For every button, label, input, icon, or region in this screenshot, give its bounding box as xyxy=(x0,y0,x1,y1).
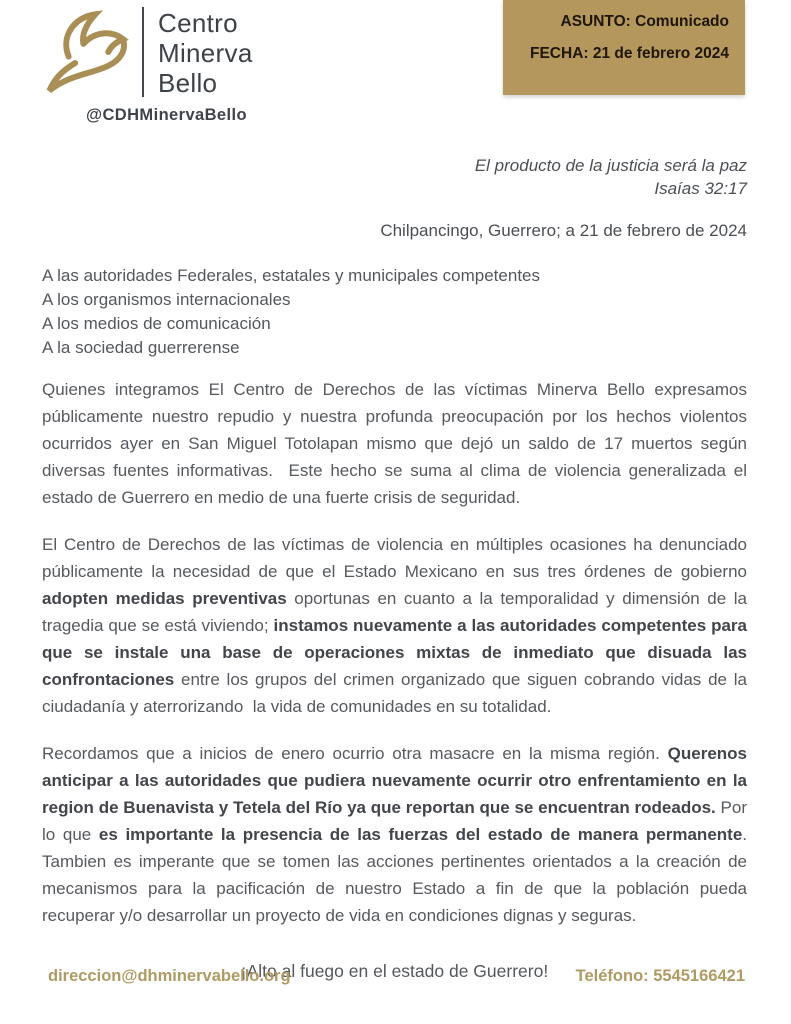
social-handle: @CDHMinervaBello xyxy=(86,106,247,124)
emphasis-run: adopten medidas preventivas xyxy=(42,589,287,608)
logo-divider xyxy=(142,7,144,97)
dove-icon xyxy=(36,6,140,98)
text-run: . Tambien es imperante que se tomen las acciones pertinentes orientados a la creación de mecanismos para la pacificación de nuestro Estado a fin de que la población pueda recuperar y/o desarrollar un proyecto de vida en condiciones dignas y seguras. xyxy=(42,825,752,925)
stamp-subject: ASUNTO: Comunicado xyxy=(560,13,729,30)
subject-date-stamp xyxy=(503,0,745,95)
addressee-line: A las autoridades Federales, estatales y municipales competentes xyxy=(42,266,540,285)
text-run: Recordamos que a inicios de enero ocurrio otra masacre en la misma región. xyxy=(42,744,668,763)
emphasis-run: es importante la presencia de las fuerzas del estado de manera permanente xyxy=(98,825,743,844)
letter-paragraphs xyxy=(42,376,752,929)
text-run: Por lo que xyxy=(42,798,752,844)
footer-phone: Teléfono: 5545166421 xyxy=(575,967,745,985)
body-paragraph xyxy=(42,376,752,511)
body-paragraph xyxy=(42,740,752,929)
text-run: El Centro de Derechos de las víctimas de violencia en múltiples ocasiones ha denunciado públicamente la necesidad de que el Estado Mexicano en sus tres órdenes de gobierno xyxy=(42,535,752,581)
text-run: oportunas en cuanto a la temporalidad y dimensión de la tragedia que se está viviendo; xyxy=(42,589,752,635)
text-run: entre los grupos del crimen organizado que siguen cobrando vidas de la ciudadanía y aterrorizando la vida de comunidades en su totalidad. xyxy=(42,670,752,716)
emphasis-run: Querenos anticipar a las autoridades que pudiera nuevamente ocurrir otro enfrentamiento en la region de Buenavista y Tetela del Río ya que reportan que se encuentran rodeados. xyxy=(42,744,752,817)
emphasis-run: instamos nuevamente a las autoridades competentes para que se instale una base de operaciones mixtas de inmediato que disuada las confrontaciones xyxy=(42,616,752,689)
brand-title xyxy=(158,6,253,98)
addressee-line: A la sociedad guerrerense xyxy=(42,338,240,357)
epigraph-quote: El producto de la justicia será la paz xyxy=(474,156,747,175)
text-run: Quienes integramos El Centro de Derechos de las víctimas Minerva Bello expresamos públicamente nuestro repudio y nuestra profunda preocupación por los hechos violentos ocurridos ayer en San Miguel Totolapan mismo que dejó un saldo de 17 muertos según diversas fuentes informativas. Este hecho se suma al clima de violencia generalizada el estado de Guerrero en medio de una fuerte crisis de seguridad. xyxy=(42,380,752,507)
stamp-date: FECHA: 21 de febrero 2024 xyxy=(530,45,729,62)
epigraph xyxy=(42,154,747,200)
footer xyxy=(0,967,791,986)
addressee-line: A los medios de comunicación xyxy=(42,314,271,333)
brand-title-line: Bello xyxy=(158,68,218,98)
addressee-line: A los organismos internacionales xyxy=(42,290,291,309)
body-paragraph xyxy=(42,531,752,720)
letterhead xyxy=(42,0,747,128)
dateline: Chilpancingo, Guerrero; a 21 de febrero de 2024 xyxy=(380,221,747,240)
footer-email: direccion@dhminervabello.org xyxy=(48,967,291,985)
slogan: ¡Alto al fuego en el estado de Guerrero! xyxy=(240,961,549,981)
brand-title-line: Minerva xyxy=(158,38,253,68)
epigraph-source: Isaías 32:17 xyxy=(654,179,747,198)
addressee-list xyxy=(42,264,747,360)
brand-title-line: Centro xyxy=(158,8,238,38)
